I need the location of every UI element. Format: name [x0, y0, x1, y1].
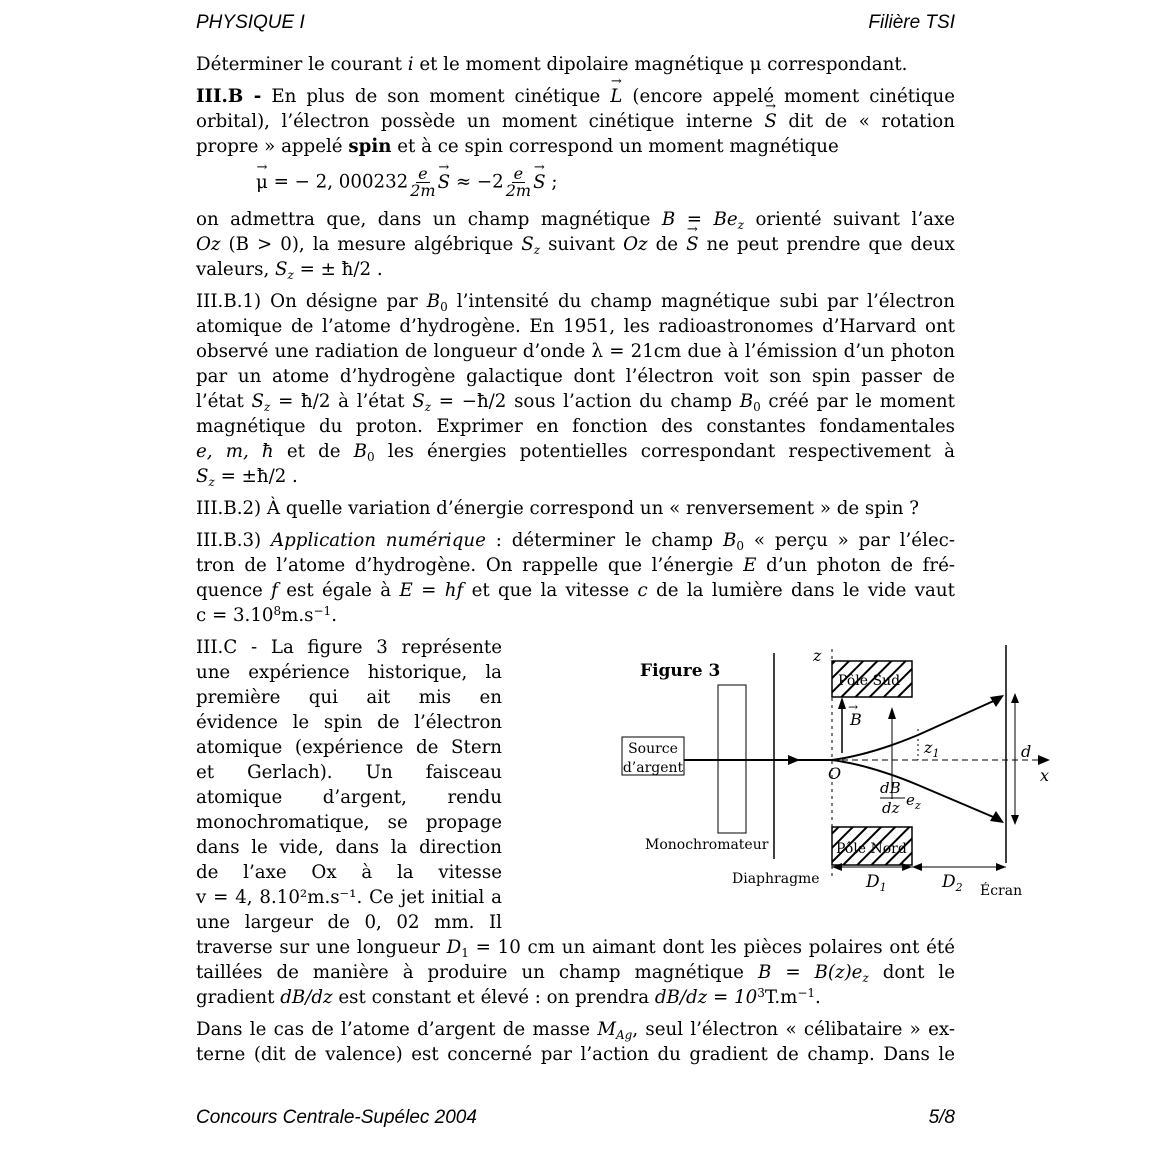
text-line: première qui ait mis en [196, 687, 502, 708]
text-line: atomique (expérience de Stern [196, 737, 502, 758]
paragraph-III-B-1: III.B.1) On désigne par $B_0$ l’intensité du champ magnétique subi par l’électron atomique de l’atome d’hydrogène. En 1951, les radioastronomes d’Harvard ont observé une radiation de longueur d’onde λ = 21cm due à l’émission d’un photon par un atome d’hydrogène galactique dont l’électron voit son spin passer de l’état $S_z$ = ħ/2 à l’état $S_z$ = −ħ/2 sous l’action du champ $B_0$ créé par le moment magnétique du proton. Exprimer en fonction des constantes fondamentales e, m, ħ et de $B_0$ les énergies potentielles correspondant respectivement à $S_z$ = ±ħ/2 . [196, 291, 955, 489]
monochromator-label: Monochromateur [645, 837, 769, 853]
diaphragm-label: Diaphragme [732, 871, 820, 887]
d-arrow-top [1011, 693, 1019, 703]
text-line: de l’axe Ox à la vitesse [196, 862, 502, 883]
page-body [196, 52, 1050, 1074]
gradient-dB: dB [880, 779, 901, 797]
field-vector-head [838, 697, 846, 709]
section-III-C-text [196, 635, 502, 935]
gradient-dz: dz [882, 799, 900, 817]
paragraph-III-B-2: III.B.2) À quelle variation d’énergie correspond un « renversement » de spin ? [196, 498, 919, 519]
text-line: une largeur de 0, 02 mm. Il [196, 912, 502, 933]
paragraph-silver-atom: Dans le cas de l’atome d’argent de masse $M_{Ag}$, seul l’électron « célibataire » ex- terne (dit de valence) est concerné par l’action du gradient de champ. Dans le [196, 1019, 955, 1065]
pole-sud-label: Pôle Sud [838, 673, 901, 689]
D2-arrow-left [912, 863, 922, 871]
D2-arrow-right [996, 863, 1006, 871]
text-line: III.C - La figure 3 représente [196, 637, 502, 658]
paragraph-field-axis: on admettra que, dans un champ magnétique $B = Be_z$ orienté suivant l’axe Oz (B > 0), la mesure algébrique $S_z$ suivant Oz de → S ne peut prendre que deux valeurs, $S_z$ = ± ħ/2 . [196, 207, 955, 282]
pole-nord-label: Pôle Nord [836, 841, 907, 857]
text-line: atomique d’argent, rendu [196, 787, 502, 808]
equation-spin-moment: → μ = − 2, 000232 $\frac{e}{2m}$ → S ≈ −2 $\frac{e}{2m}$ → S ; [196, 166, 955, 199]
figure-title: Figure 3 [640, 661, 721, 681]
text-line: monochromatique, se propage [196, 812, 502, 833]
source-label-1: Source [628, 741, 678, 757]
beam-arrow [788, 755, 800, 765]
header-right: Filière TSI [868, 12, 955, 33]
footer-right: 5/8 [928, 1107, 955, 1128]
d-label: d [1021, 742, 1032, 761]
text-line: et Gerlach). Un faisceau [196, 762, 502, 783]
field-label-arrow: → [848, 700, 859, 714]
paragraph-III-B-3: III.B.3) Application numérique : déterminer le champ $B_0$ « perçu » par l’élec- tron de l’atome d’hydrogène. On rappelle que l’énergie E d’un photon de fré- quence f est égale à E = hf et que la vitesse c de la lumière dans le vide vaut $c = 3.10^8m.s^{-1}$. [196, 530, 955, 626]
text-line: v = 4, 8.10²m.s⁻¹. Ce jet initial a [196, 887, 502, 908]
z-axis-label: z [813, 646, 822, 665]
source-label-2: d’argent [622, 760, 684, 776]
field-label: B [850, 710, 862, 729]
z1-label: $z_1$ [924, 738, 940, 760]
section-III-C [196, 635, 1050, 935]
D1-label: $D_1$ [866, 872, 887, 894]
ez-label: $e_z$ [906, 791, 921, 812]
screen-label: Écran [980, 883, 1023, 899]
text-line: dans le vide, dans la direction [196, 837, 502, 858]
origin-label: O [828, 764, 842, 783]
x-axis-label: x [1040, 766, 1050, 785]
x-axis-arrow [1038, 755, 1050, 765]
d-arrow-bottom [1011, 815, 1019, 825]
footer-left: Concours Centrale-Supélec 2004 [196, 1107, 477, 1128]
gradient-arrow [888, 707, 896, 719]
text-line: évidence le spin de l’électron [196, 712, 502, 733]
paragraph-current: Déterminer le courant i et le moment dipolaire magnétique μ correspondant. [196, 54, 908, 75]
D2-label: $D_2$ [942, 872, 963, 894]
header-left: PHYSIQUE I [196, 12, 305, 33]
paragraph-spin-intro: III.B - En plus de son moment cinétique → L (encore appelé moment cinétique orbital), l’électron possède un moment cinétique interne → S dit de « rotation propre » appelé spin et à ce spin correspond un moment magnétique [196, 84, 955, 159]
text-line: une expérience historique, la [196, 662, 502, 683]
paragraph-III-C-continued: traverse sur une longueur $D_1 = 10$ cm un aimant dont les pièces polaires ont été taillées de manière à produire un champ magnétique $B = B(z)e_z$ dont le gradient dB/dz est constant et élevé : on prendra $dB/dz = 10^3T.m^{-1}$. [196, 937, 955, 1008]
figure-3-stern-gerlach [510, 631, 1050, 921]
